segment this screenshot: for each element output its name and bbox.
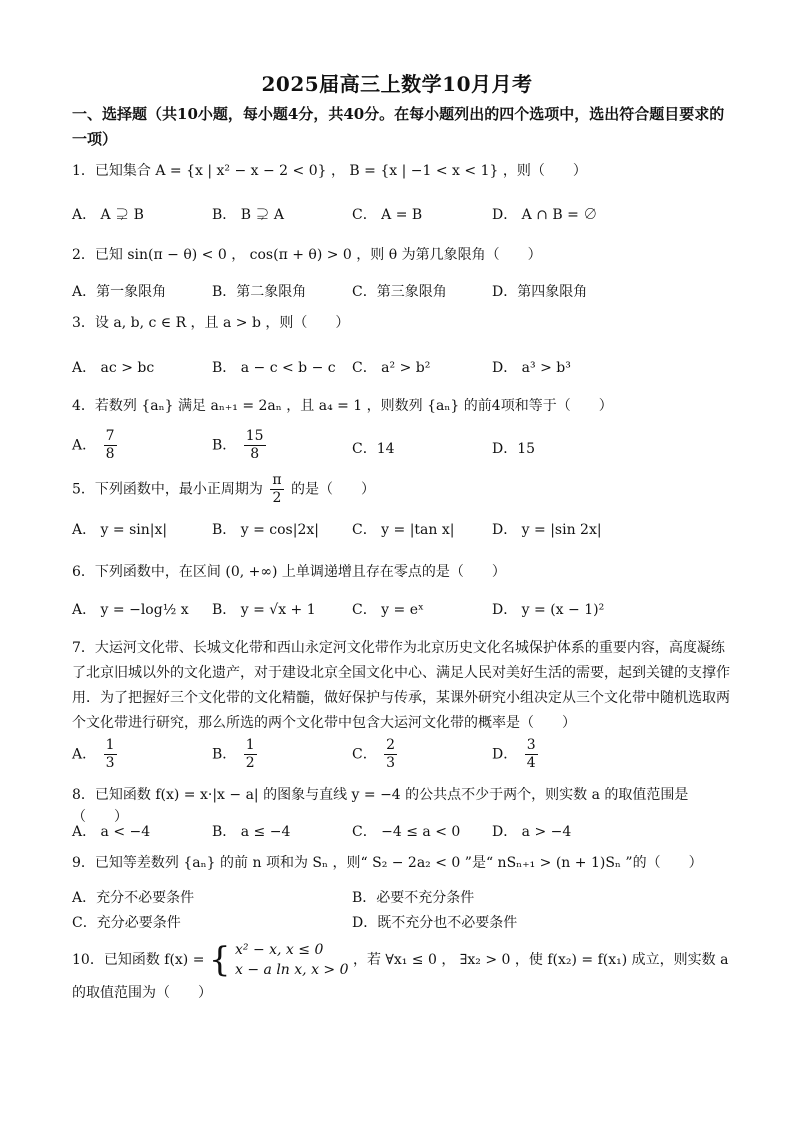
question-4-stem: 4．若数列 {aₙ} 满足 aₙ₊₁ = 2aₙ ，且 a₄ = 1 ，则数列 {aₙ} 的前4项和等于（ ）: [72, 398, 613, 414]
piece-2: x − a ln x, x > 0: [235, 962, 349, 978]
stem-text: 10．已知函数 f(x) =: [72, 952, 205, 968]
question-10-stem: [72, 940, 732, 1006]
fraction: [270, 472, 283, 507]
option-c: C． a² > b²: [352, 360, 431, 376]
question-9-options-row2: [72, 912, 732, 936]
denominator: 8: [105, 446, 115, 462]
question-5-options: [72, 519, 732, 543]
question-8-options: [72, 821, 732, 845]
denominator: 3: [105, 755, 115, 771]
option-label: C．: [352, 746, 377, 763]
question-1-options: [72, 204, 732, 228]
option-c: C．充分必要条件: [72, 915, 181, 931]
question-4-options: [72, 428, 732, 468]
option-b: [212, 428, 269, 463]
section-heading: 一、选择题（共10小题，每小题4分，共40分。在每小题列出的四个选项中，选出符合题目要求的一项）: [72, 105, 725, 148]
denominator: 2: [245, 755, 255, 771]
option-label: A．: [72, 437, 97, 454]
option-label: B．: [212, 746, 237, 763]
option-a: A． a < −4: [72, 824, 151, 840]
fraction: [384, 737, 397, 772]
denominator: 3: [386, 755, 396, 771]
denominator: 8: [250, 446, 260, 462]
option-d: D． y = |sin 2x|: [492, 522, 602, 538]
fraction: [244, 737, 257, 772]
denominator: 4: [526, 755, 536, 771]
numerator: π: [272, 472, 282, 488]
question-8-stem: 8．已知函数 f(x) = x·|x − a| 的图象与直线 y = −4 的公共点不少于两个，则实数 a 的取值范围是（ ）: [72, 787, 689, 825]
piece-1: x² − x, x ≤ 0: [235, 942, 324, 958]
numerator: 7: [105, 428, 115, 444]
fraction: [525, 737, 538, 772]
option-c: C．第三象限角: [352, 284, 447, 300]
option-c: C． y = |tan x|: [352, 522, 455, 538]
option-d: D． y = (x − 1)²: [492, 602, 605, 618]
question-2-stem: 2．已知 sin(π − θ) < 0 ， cos(π + θ) > 0 ，则 θ 为第几象限角（ ）: [72, 247, 542, 263]
option-d: D．既不充分也不必要条件: [352, 915, 518, 931]
option-a: [72, 428, 120, 463]
option-b: B． y = cos|2x|: [212, 522, 319, 538]
option-label: A．: [72, 746, 97, 763]
option-b: B．必要不充分条件: [352, 890, 475, 906]
option-d: D．15: [492, 441, 536, 457]
option-b: B． y = √x + 1: [212, 602, 316, 618]
numerator: 2: [386, 737, 396, 753]
option-b: [212, 737, 260, 772]
option-label: B．: [212, 437, 237, 454]
question-6-options: [72, 599, 732, 623]
option-a: A． ac > bc: [72, 360, 155, 376]
question-3-options: [72, 357, 732, 381]
stem-text: 的是（ ）: [291, 481, 376, 498]
option-c: C． y = eˣ: [352, 602, 424, 618]
option-c: [352, 737, 400, 772]
option-b: B． a − c < b − c: [212, 360, 336, 376]
piecewise-function: [235, 940, 349, 980]
brace-icon: {: [208, 940, 231, 980]
question-7-options: [72, 737, 732, 777]
option-a: A．充分不必要条件: [72, 890, 195, 906]
question-9-stem: 9．已知等差数列 {aₙ} 的前 n 项和为 Sₙ ，则“ S₂ − 2a₂ < 0 ”是“ nSₙ₊₁ > (n + 1)Sₙ ”的（ ）: [72, 855, 703, 871]
option-b: B．第二象限角: [212, 284, 307, 300]
fraction: [104, 428, 117, 463]
option-b: B． B ⊋ A: [212, 207, 285, 223]
option-a: A．第一象限角: [72, 284, 167, 300]
page-title: 2025届高三上数学10月月考: [261, 72, 533, 96]
option-d: D． a³ > b³: [492, 360, 571, 376]
option-c: C． −4 ≤ a < 0: [352, 824, 461, 840]
option-b: B． a ≤ −4: [212, 824, 291, 840]
option-d: D． A ∩ B = ∅: [492, 207, 598, 223]
fraction: [104, 737, 117, 772]
stem-text: ，若 ∀x₁ ≤ 0 ， ∃x₂ > 0 ，使 f(x₂) = f(x₁) 成立，则实数 a 的取值范围为（ ）: [72, 952, 729, 1001]
option-a: A． y = −log½ x: [72, 602, 189, 618]
option-d: D．第四象限角: [492, 284, 588, 300]
denominator: 2: [272, 490, 282, 506]
fraction: [244, 428, 266, 463]
question-1-stem: 1．已知集合 A = {x | x² − x − 2 < 0} ， B = {x | −1 < x < 1} ，则（ ）: [72, 163, 587, 179]
question-6-stem: 6．下列函数中，在区间 (0, +∞) 上单调递增且存在零点的是（ ）: [72, 564, 506, 580]
option-d: [492, 737, 541, 772]
question-2-options: [72, 281, 732, 305]
option-a: A． y = sin|x|: [72, 522, 168, 538]
numerator: 1: [245, 737, 255, 753]
question-5-stem: [72, 472, 732, 512]
numerator: 3: [526, 737, 536, 753]
option-c: C．14: [352, 441, 395, 457]
option-a: [72, 737, 120, 772]
stem-text: 5．下列函数中，最小正周期为: [72, 481, 263, 498]
numerator: 1: [105, 737, 115, 753]
question-9-options-row1: [72, 887, 732, 911]
option-d: D． a > −4: [492, 824, 572, 840]
question-3-stem: 3．设 a, b, c ∈ R ，且 a > b ，则（ ）: [72, 315, 350, 331]
option-label: D．: [492, 746, 518, 763]
option-a: A． A ⊋ B: [72, 207, 144, 223]
question-7-stem: 7．大运河文化带、长城文化带和西山永定河文化带作为北京历史文化名城保护体系的重要内容，高度凝练了北京旧城以外的文化遗产，对于建设北京全国文化中心、满足人民对美好生活的需要，起到关键的支撑作用．为了把握好三个文化带的文化精髓，做好保护与传承，某课外研究小组决定从三个文化带中随机选取两个文化带进行研究，那么所选的两个文化带中包含大运河文化带的概率是（ ）: [72, 640, 730, 731]
option-c: C． A = B: [352, 207, 423, 223]
numerator: 15: [245, 428, 264, 444]
